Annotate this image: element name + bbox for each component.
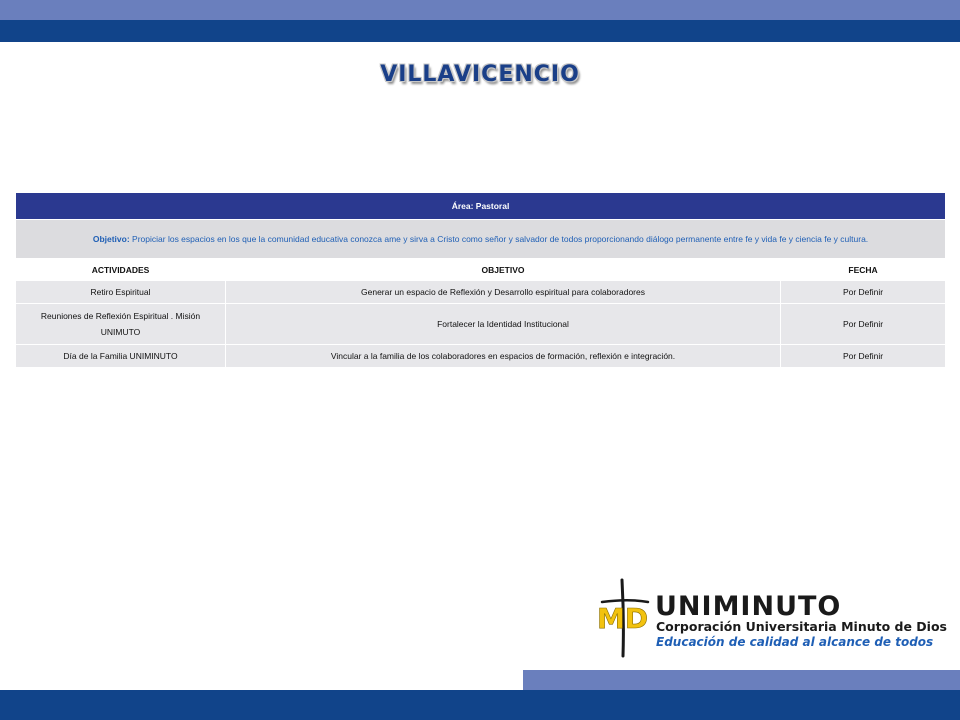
bottom-band-light	[523, 670, 960, 690]
date-cell: Por Definir	[781, 345, 946, 368]
area-cell: Área: Pastoral	[16, 193, 946, 220]
table-row	[16, 281, 946, 304]
objective-cell: Vincular a la familia de los colaboradores en espacios de formación, reflexión e integración.	[226, 345, 781, 368]
bottom-band-dark	[0, 690, 960, 720]
md-cross-icon	[592, 578, 658, 658]
md-mark: MD	[597, 602, 649, 635]
header-actividades: ACTIVIDADES	[16, 259, 226, 281]
date-cell: Por Definir	[781, 281, 946, 304]
uniminuto-logo	[592, 578, 947, 658]
top-band-light	[0, 0, 960, 20]
objective-cell: Generar un espacio de Reflexión y Desarrollo espiritual para colaboradores	[226, 281, 781, 304]
date-cell: Por Definir	[781, 304, 946, 345]
activities-table	[15, 192, 946, 368]
header-fecha: FECHA	[781, 259, 946, 281]
area-row	[16, 193, 946, 220]
activity-cell: Reuniones de Reflexión Espiritual . Misión UNIMUTO	[16, 304, 226, 345]
logo-brand: UNIMINUTO	[655, 591, 842, 622]
table-row	[16, 345, 946, 368]
activity-cell: Retiro Espiritual	[16, 281, 226, 304]
top-band-dark	[0, 20, 960, 42]
page-title: VILLAVICENCIO	[380, 62, 580, 87]
column-header-row	[16, 259, 946, 281]
objective-cell: Fortalecer la Identidad Institucional	[226, 304, 781, 345]
logo-slogan: Educación de calidad al alcance de todos	[656, 635, 934, 649]
objective-row	[16, 220, 946, 259]
objective-label: Objetivo:	[92, 234, 130, 244]
logo-subtitle: Corporación Universitaria Minuto de Dios	[656, 619, 947, 634]
objective-text: Propiciar los espacios en los que la comunidad educativa conozca ame y sirva a Cristo como señor y salvador de todos proporcionando diálogo permanente entre fe y vida fe y ciencia fe y cultura.	[132, 234, 869, 244]
objective-cell	[16, 220, 946, 259]
table-row	[16, 304, 946, 345]
header-objetivo: OBJETIVO	[226, 259, 781, 281]
activity-cell: Día de la Familia UNIMINUTO	[16, 345, 226, 368]
